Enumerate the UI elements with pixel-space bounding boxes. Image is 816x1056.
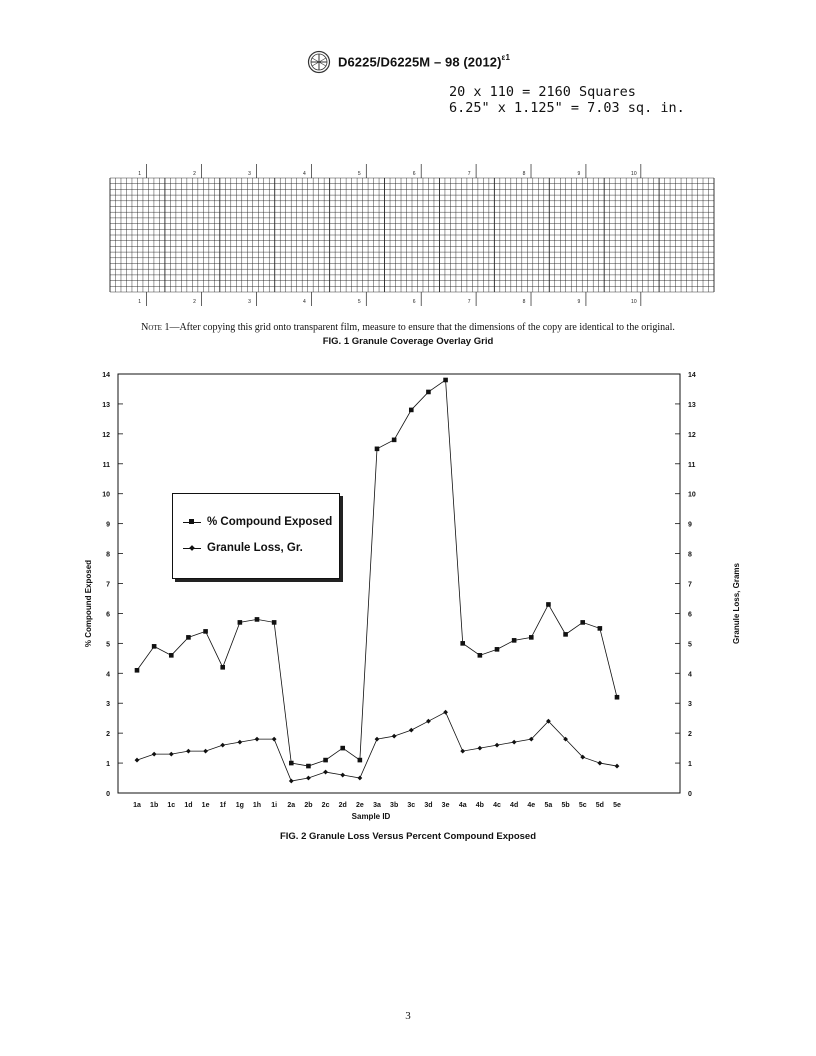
data-point-compound-exposed	[306, 764, 311, 769]
data-point-compound-exposed	[340, 746, 345, 751]
note-prefix: Note 1	[141, 322, 170, 333]
x-tick-label: 2b	[304, 802, 313, 809]
legend-item-granule-loss	[183, 542, 303, 554]
y-tick-label-left: 11	[102, 461, 110, 469]
grid-scale-label-bottom: 6	[412, 299, 416, 305]
x-tick-label: 3e	[441, 802, 450, 809]
x-tick-label: 1b	[150, 802, 159, 809]
standard-superscript: ε1	[501, 53, 510, 63]
y-tick-label-left: 1	[106, 761, 110, 769]
data-point-granule-loss	[597, 761, 602, 766]
data-point-compound-exposed	[512, 638, 517, 643]
grid-scale-label-bottom: 10	[631, 299, 637, 305]
legend-label-compound-exposed: % Compound Exposed	[207, 516, 333, 528]
note-1	[0, 322, 816, 333]
x-tick-label: 3d	[424, 802, 433, 809]
data-point-granule-loss	[409, 728, 414, 733]
x-tick-label: 5d	[595, 802, 604, 809]
y-tick-label-left: 13	[102, 401, 110, 409]
grid-drawing	[108, 160, 716, 310]
data-point-granule-loss	[375, 737, 380, 742]
y-tick-label-left: 2	[106, 731, 110, 739]
data-point-granule-loss	[392, 734, 397, 739]
data-point-granule-loss	[443, 710, 448, 715]
y-tick-label-right: 5	[688, 641, 692, 649]
data-point-granule-loss	[477, 746, 482, 751]
y-axis-title-right: Granule Loss, Grams	[732, 563, 741, 644]
grid-caption-line2: 6.25" x 1.125" = 7.03 sq. in.	[449, 100, 685, 116]
fig2-caption: FIG. 2 Granule Loss Versus Percent Compound Exposed	[279, 831, 537, 842]
data-point-granule-loss	[323, 770, 328, 775]
data-point-granule-loss	[426, 719, 431, 724]
grid-scale-label-bottom: 9	[577, 299, 581, 305]
grid-scale-label-bottom: 4	[302, 299, 306, 305]
granule-loss-chart	[70, 362, 760, 832]
y-tick-label-left: 10	[102, 491, 110, 499]
y-tick-label-left: 4	[106, 671, 110, 679]
grid-lines	[110, 178, 714, 292]
grid-scale-label-bottom: 3	[248, 299, 251, 305]
y-tick-label-right: 6	[688, 611, 692, 619]
x-tick-label: 3c	[407, 802, 416, 809]
grid-scale-label-top: 4	[302, 171, 306, 177]
y-tick-label-left: 14	[102, 372, 110, 379]
y-tick-label-right: 7	[688, 581, 692, 589]
series-line-2	[137, 712, 617, 781]
data-point-granule-loss	[220, 743, 225, 748]
grid-scale-label-bottom: 7	[467, 299, 471, 305]
data-point-compound-exposed	[255, 617, 260, 622]
data-point-compound-exposed	[289, 761, 294, 766]
data-point-compound-exposed	[135, 668, 140, 673]
data-point-compound-exposed	[152, 644, 157, 649]
square-marker-icon	[183, 517, 201, 527]
grid-caption-line1: 20 x 110 = 2160 Squares	[449, 84, 636, 100]
note-text: —After copying this grid onto transparent film, measure to ensure that the dimensions of the copy are identical to the original.	[169, 322, 675, 333]
data-point-granule-loss	[237, 740, 242, 745]
plot-frame	[118, 374, 680, 793]
y-tick-label-left: 9	[106, 521, 110, 529]
document-header	[0, 50, 816, 74]
x-tick-label: 4a	[458, 802, 467, 809]
grid-scale-label-top: 1	[138, 171, 142, 177]
y-tick-label-left: 7	[106, 581, 110, 589]
x-tick-label: 5c	[578, 802, 587, 809]
data-point-compound-exposed	[580, 620, 585, 625]
grid-scale-label-top: 2	[193, 171, 196, 177]
x-tick-label: 5a	[544, 802, 553, 809]
y-tick-label-left: 6	[106, 611, 110, 619]
data-point-granule-loss	[306, 776, 311, 781]
x-tick-label: 1h	[252, 802, 262, 809]
data-point-compound-exposed	[323, 758, 328, 763]
data-point-compound-exposed	[495, 647, 500, 652]
grid-scale-label-top: 10	[631, 171, 637, 177]
y-tick-label-right: 0	[688, 791, 692, 798]
y-axis-title-left: % Compound Exposed	[84, 559, 93, 648]
data-point-compound-exposed	[615, 695, 620, 700]
x-tick-label: 1e	[201, 802, 210, 809]
data-point-compound-exposed	[203, 629, 208, 634]
data-point-granule-loss	[495, 743, 500, 748]
x-tick-label: 4c	[493, 802, 501, 809]
y-tick-label-left: 3	[106, 701, 110, 709]
fig1-caption: FIG. 1 Granule Coverage Overlay Grid	[322, 336, 494, 347]
grid-scale-label-top: 5	[357, 171, 361, 177]
data-point-granule-loss	[203, 749, 208, 754]
x-tick-label: 1i	[271, 802, 278, 809]
data-point-granule-loss	[152, 752, 157, 757]
chart-drawing	[70, 362, 760, 832]
y-tick-label-right: 14	[688, 372, 696, 379]
y-tick-label-left: 0	[106, 791, 110, 798]
data-point-granule-loss	[186, 749, 191, 754]
grid-scale-label-top: 3	[248, 171, 251, 177]
y-tick-label-right: 11	[688, 461, 696, 469]
page-number: 3	[405, 1010, 411, 1022]
x-tick-label: 3b	[390, 802, 399, 809]
y-tick-label-right: 10	[688, 491, 696, 499]
grid-scale-label-bottom: 1	[138, 299, 142, 305]
data-point-compound-exposed	[169, 653, 174, 658]
x-tick-label: 5b	[561, 802, 570, 809]
data-point-compound-exposed	[546, 602, 551, 607]
legend-label-granule-loss: Granule Loss, Gr.	[207, 542, 303, 554]
x-tick-label: 2c	[321, 802, 330, 809]
grid-scale-label-bottom: 2	[193, 299, 196, 305]
x-tick-label: 2d	[338, 802, 347, 809]
grid-scale-label-top: 9	[577, 171, 581, 177]
y-tick-label-right: 9	[688, 521, 692, 529]
x-tick-label: 3a	[373, 802, 381, 809]
data-point-compound-exposed	[443, 378, 448, 383]
x-tick-label: 1c	[167, 802, 176, 809]
data-point-compound-exposed	[478, 653, 483, 658]
y-tick-label-right: 4	[688, 671, 692, 679]
y-tick-label-right: 13	[688, 401, 696, 409]
y-tick-label-right: 12	[688, 431, 696, 439]
legend-item-compound-exposed	[183, 516, 332, 528]
y-tick-label-right: 8	[688, 551, 692, 559]
diamond-marker-icon	[183, 543, 201, 553]
data-point-granule-loss	[460, 749, 465, 754]
data-point-compound-exposed	[272, 620, 277, 625]
y-tick-label-left: 12	[102, 431, 110, 439]
grid-scale-label-bottom: 8	[522, 299, 526, 305]
data-point-compound-exposed	[529, 635, 534, 640]
data-point-compound-exposed	[563, 632, 568, 637]
grid-scale-label-bottom: 5	[357, 299, 361, 305]
data-point-granule-loss	[512, 740, 517, 745]
y-tick-label-right: 3	[688, 701, 692, 709]
grid-dimensions-caption	[449, 84, 685, 116]
astm-logo-icon	[306, 50, 332, 74]
data-point-compound-exposed	[409, 408, 414, 413]
data-point-granule-loss	[340, 773, 345, 778]
x-tick-label: 1g	[235, 802, 244, 809]
x-tick-label: 2a	[287, 802, 296, 809]
data-point-granule-loss	[135, 758, 140, 763]
grid-scale-label-top: 8	[522, 171, 526, 177]
data-point-compound-exposed	[238, 620, 243, 625]
y-tick-label-left: 8	[106, 551, 110, 559]
grid-scale-label-top: 7	[467, 171, 471, 177]
data-point-granule-loss	[615, 764, 620, 769]
data-point-compound-exposed	[460, 641, 465, 646]
data-point-compound-exposed	[220, 665, 225, 670]
x-tick-label: 4d	[510, 802, 519, 809]
data-point-compound-exposed	[186, 635, 191, 640]
grid-scale-label-top: 6	[412, 171, 416, 177]
data-point-compound-exposed	[426, 390, 431, 395]
data-point-compound-exposed	[375, 447, 380, 452]
x-tick-label: 5e	[613, 802, 621, 809]
data-point-compound-exposed	[392, 438, 397, 443]
x-tick-label: 1d	[184, 802, 193, 809]
data-point-granule-loss	[357, 776, 362, 781]
data-point-granule-loss	[289, 779, 294, 784]
x-tick-label: 4e	[527, 802, 536, 809]
y-tick-label-right: 2	[688, 731, 692, 739]
data-point-granule-loss	[169, 752, 174, 757]
data-point-compound-exposed	[358, 758, 363, 763]
data-point-compound-exposed	[598, 626, 603, 631]
x-tick-label: 1a	[133, 802, 141, 809]
data-point-granule-loss	[255, 737, 260, 742]
data-point-granule-loss	[272, 737, 277, 742]
x-tick-label: 4b	[475, 802, 484, 809]
granule-coverage-grid	[108, 160, 716, 310]
x-tick-label: 1f	[219, 802, 226, 809]
y-tick-label-right: 1	[688, 761, 692, 769]
x-axis-title: Sample ID	[351, 812, 391, 821]
y-tick-label-left: 5	[106, 641, 110, 649]
chart-legend	[172, 493, 340, 579]
x-tick-label: 2e	[355, 802, 364, 809]
standard-designation: D6225/D6225M – 98 $(2012)^{\varepsilon 1}$	[337, 53, 510, 70]
